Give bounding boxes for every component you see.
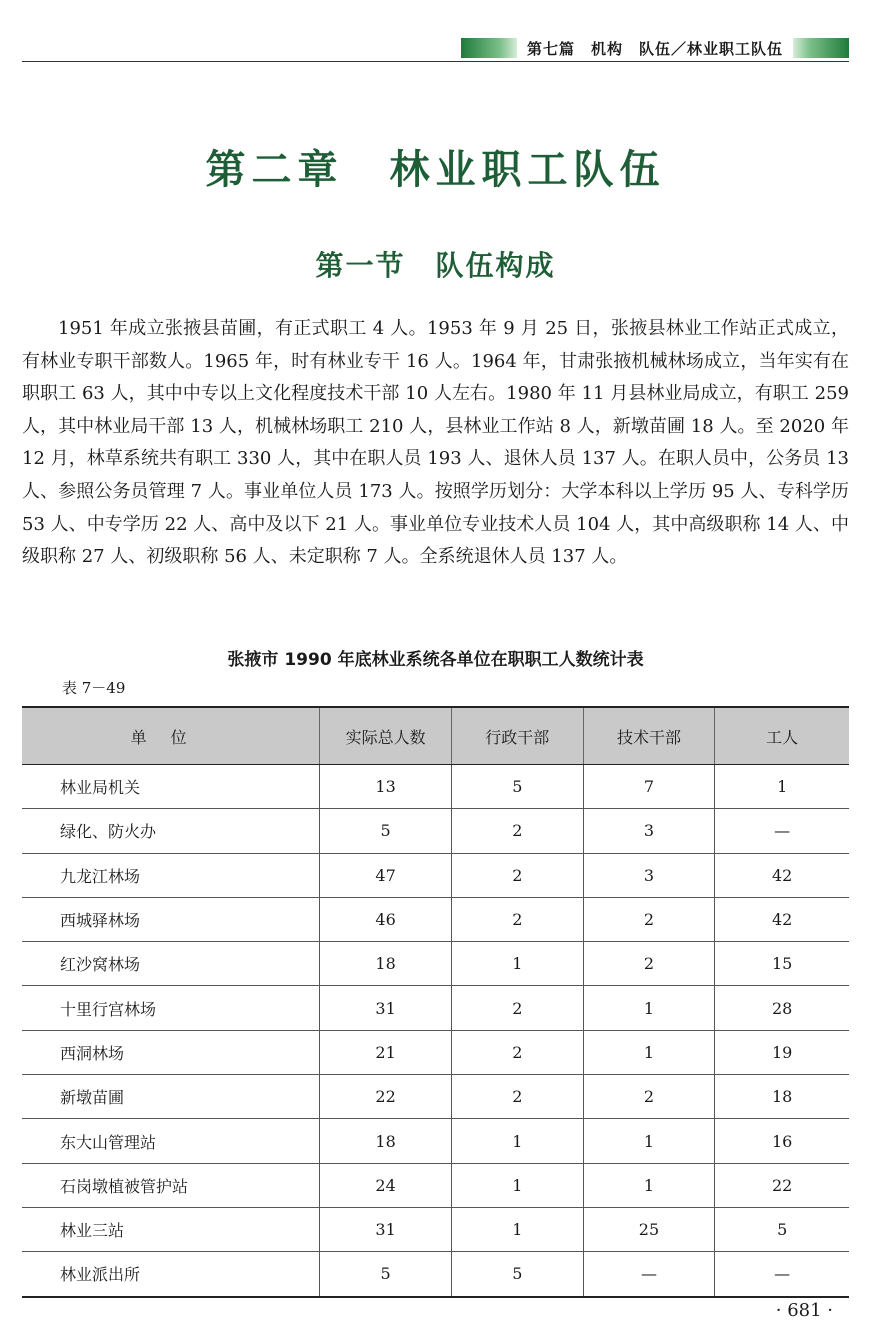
table-row (22, 1030, 849, 1074)
cell-tech: 1 (583, 1030, 715, 1074)
header-gradient-left (461, 38, 517, 58)
cell-unit: 西洞林场 (22, 1030, 320, 1074)
cell-tech: 7 (583, 765, 715, 809)
cell-total: 13 (320, 765, 452, 809)
body-paragraph: 1951 年成立张掖县苗圃，有正式职工 4 人。1953 年 9 月 25 日，张掖县林业工作站正式成立，有林业专职干部数人。1965 年，时有林业专干 16 人。1964 年，甘肃张掖机械林场成立，当年实有在职职工 63 人，其中中专以上文化程度技术干部 10 人左右。1980 年 11 月县林业局成立，有职工 259 人，其中林业局干部 13 人，机械林场职工 210 人，县林业工作站 8 人，新墩苗圃 18 人。至 2020 年 12 月，林草系统共有职工 330 人，其中在职人员 193 人、退休人员 137 人。在职人员中，公务员 13 人、参照公务员管理 7 人。事业单位人员 173 人。按照学历划分：大学本科以上学历 95 人、专科学历 53 人、中专学历 22 人、高中及以下 21 人。事业单位专业技术人员 104 人，其中高级职称 14 人、中级职称 27 人、初级职称 56 人、未定职称 7 人。全系统退休人员 137 人。 (22, 318, 849, 568)
cell-admin: 2 (451, 853, 583, 897)
cell-admin: 2 (451, 1030, 583, 1074)
header-rule (22, 61, 849, 62)
table-row (22, 853, 849, 897)
cell-tech: — (583, 1252, 715, 1297)
col-header-total: 实际总人数 (320, 707, 452, 765)
cell-workers: 1 (715, 765, 849, 809)
table-row (22, 1252, 849, 1297)
table-body (22, 765, 849, 1297)
cell-tech: 1 (583, 1163, 715, 1207)
cell-tech: 3 (583, 853, 715, 897)
cell-admin: 2 (451, 1075, 583, 1119)
cell-tech: 2 (583, 942, 715, 986)
table-header-row (22, 707, 849, 765)
cell-admin: 5 (451, 1252, 583, 1297)
cell-total: 31 (320, 986, 452, 1030)
table-row (22, 1075, 849, 1119)
cell-admin: 1 (451, 1207, 583, 1251)
cell-workers: — (715, 1252, 849, 1297)
cell-workers: 42 (715, 853, 849, 897)
cell-unit: 石岗墩植被管护站 (22, 1163, 320, 1207)
cell-total: 21 (320, 1030, 452, 1074)
cell-workers: 28 (715, 986, 849, 1030)
cell-unit: 绿化、防火办 (22, 809, 320, 853)
table-row (22, 1119, 849, 1163)
cell-workers: 15 (715, 942, 849, 986)
cell-total: 22 (320, 1075, 452, 1119)
table-row (22, 897, 849, 941)
page-number: · 681 · (775, 1300, 833, 1321)
cell-tech: 3 (583, 809, 715, 853)
cell-unit: 林业派出所 (22, 1252, 320, 1297)
cell-unit: 西城驿林场 (22, 897, 320, 941)
cell-tech: 1 (583, 986, 715, 1030)
table-number: 表 7－49 (62, 679, 126, 697)
cell-admin: 1 (451, 942, 583, 986)
cell-admin: 1 (451, 1163, 583, 1207)
cell-admin: 2 (451, 897, 583, 941)
header-gradient-right (793, 38, 849, 58)
cell-unit: 九龙江林场 (22, 853, 320, 897)
cell-workers: 42 (715, 897, 849, 941)
cell-unit: 十里行宫林场 (22, 986, 320, 1030)
cell-workers: 18 (715, 1075, 849, 1119)
staff-stats-table (22, 706, 849, 1298)
cell-total: 5 (320, 809, 452, 853)
cell-admin: 1 (451, 1119, 583, 1163)
cell-total: 47 (320, 853, 452, 897)
cell-total: 46 (320, 897, 452, 941)
col-header-unit: 单位 (22, 707, 320, 765)
table-row (22, 986, 849, 1030)
cell-unit: 红沙窝林场 (22, 942, 320, 986)
cell-total: 18 (320, 942, 452, 986)
cell-total: 5 (320, 1252, 452, 1297)
cell-tech: 25 (583, 1207, 715, 1251)
cell-tech: 2 (583, 1075, 715, 1119)
col-header-admin: 行政干部 (451, 707, 583, 765)
table-row (22, 1207, 849, 1251)
cell-total: 18 (320, 1119, 452, 1163)
col-header-tech: 技术干部 (583, 707, 715, 765)
cell-workers: 22 (715, 1163, 849, 1207)
cell-tech: 1 (583, 1119, 715, 1163)
header-text: 第七篇 机构 队伍／林业职工队伍 (526, 39, 783, 58)
cell-workers: — (715, 809, 849, 853)
cell-total: 24 (320, 1163, 452, 1207)
cell-total: 31 (320, 1207, 452, 1251)
section-title: 第一节 队伍构成 (315, 249, 556, 282)
header-band (461, 38, 849, 58)
cell-workers: 19 (715, 1030, 849, 1074)
cell-admin: 5 (451, 765, 583, 809)
cell-unit: 林业局机关 (22, 765, 320, 809)
running-header (22, 38, 849, 62)
cell-unit: 东大山管理站 (22, 1119, 320, 1163)
cell-workers: 16 (715, 1119, 849, 1163)
table-row (22, 809, 849, 853)
cell-unit: 新墩苗圃 (22, 1075, 320, 1119)
chapter-title: 第二章 林业职工队伍 (205, 147, 666, 193)
cell-unit: 林业三站 (22, 1207, 320, 1251)
table-row (22, 765, 849, 809)
table-row (22, 942, 849, 986)
table-row (22, 1163, 849, 1207)
cell-admin: 2 (451, 809, 583, 853)
cell-workers: 5 (715, 1207, 849, 1251)
col-header-workers: 工人 (715, 707, 849, 765)
cell-tech: 2 (583, 897, 715, 941)
table-title: 张掖市 1990 年底林业系统各单位在职职工人数统计表 (227, 650, 644, 670)
cell-admin: 2 (451, 986, 583, 1030)
